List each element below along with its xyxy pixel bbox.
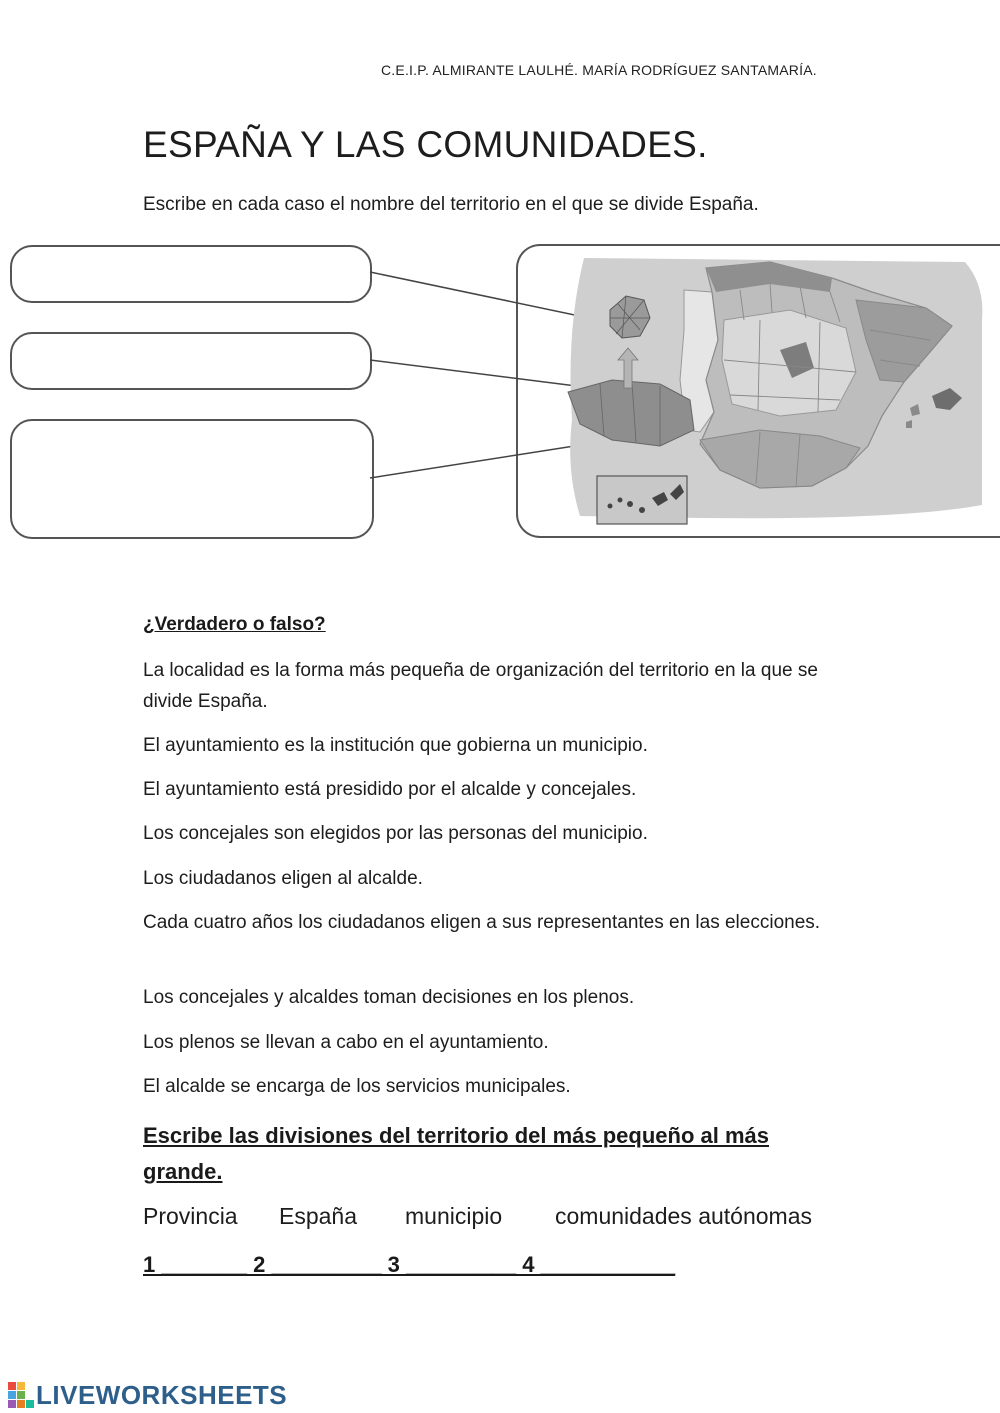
statement: Los plenos se llevan a cabo en el ayuntamiento.: [143, 1032, 549, 1053]
ordering-heading: Escribe las divisiones del territorio del más pequeño al más grande.: [143, 1123, 770, 1184]
statement: Los concejales son elegidos por las personas del municipio.: [143, 823, 648, 844]
connector-line-1: [370, 272, 608, 322]
statement: El ayuntamiento es la institución que gobierna un municipio.: [143, 735, 648, 756]
statement: Los ciudadanos eligen al alcalde.: [143, 868, 423, 889]
true-false-heading: ¿Verdadero o falso?: [143, 614, 326, 635]
word-provincia[interactable]: Provincia: [143, 1203, 238, 1229]
spain-map-icon: [0, 0, 1000, 560]
statement: Los concejales y alcaldes toman decisiones en los plenos.: [143, 987, 635, 1008]
word-municipio[interactable]: municipio: [405, 1203, 503, 1229]
statement: El ayuntamiento está presidido por el alcalde y concejales.: [143, 779, 637, 800]
statement: El alcalde se encarga de los servicios municipales.: [143, 1076, 571, 1097]
ordering-slots[interactable]: 1 _______ 2 _________ 3 _________ 4 ___________: [143, 1252, 676, 1277]
word-comunidades[interactable]: comunidades autónomas: [555, 1203, 812, 1229]
statement: La localidad es la forma más pequeña de organización del territorio en la que se divide España.: [143, 660, 818, 712]
statement: Cada cuatro años los ciudadanos eligen a sus representantes en las elecciones.: [143, 912, 821, 933]
liveworksheets-logo: [8, 1380, 287, 1410]
connector-line-3: [370, 442, 600, 478]
page-title: ESPAÑA Y LAS COMUNIDADES.: [143, 124, 708, 165]
logo-blocks-icon: [8, 1382, 36, 1408]
school-header: C.E.I.P. ALMIRANTE LAULHÉ. MARÍA RODRÍGUEZ SANTAMARÍA.: [381, 62, 817, 78]
logo-text: LIVEWORKSHEETS: [36, 1379, 288, 1410]
instruction-text: Escribe en cada caso el nombre del territorio en el que se divide España.: [143, 194, 759, 215]
word-espana[interactable]: España: [279, 1203, 358, 1229]
